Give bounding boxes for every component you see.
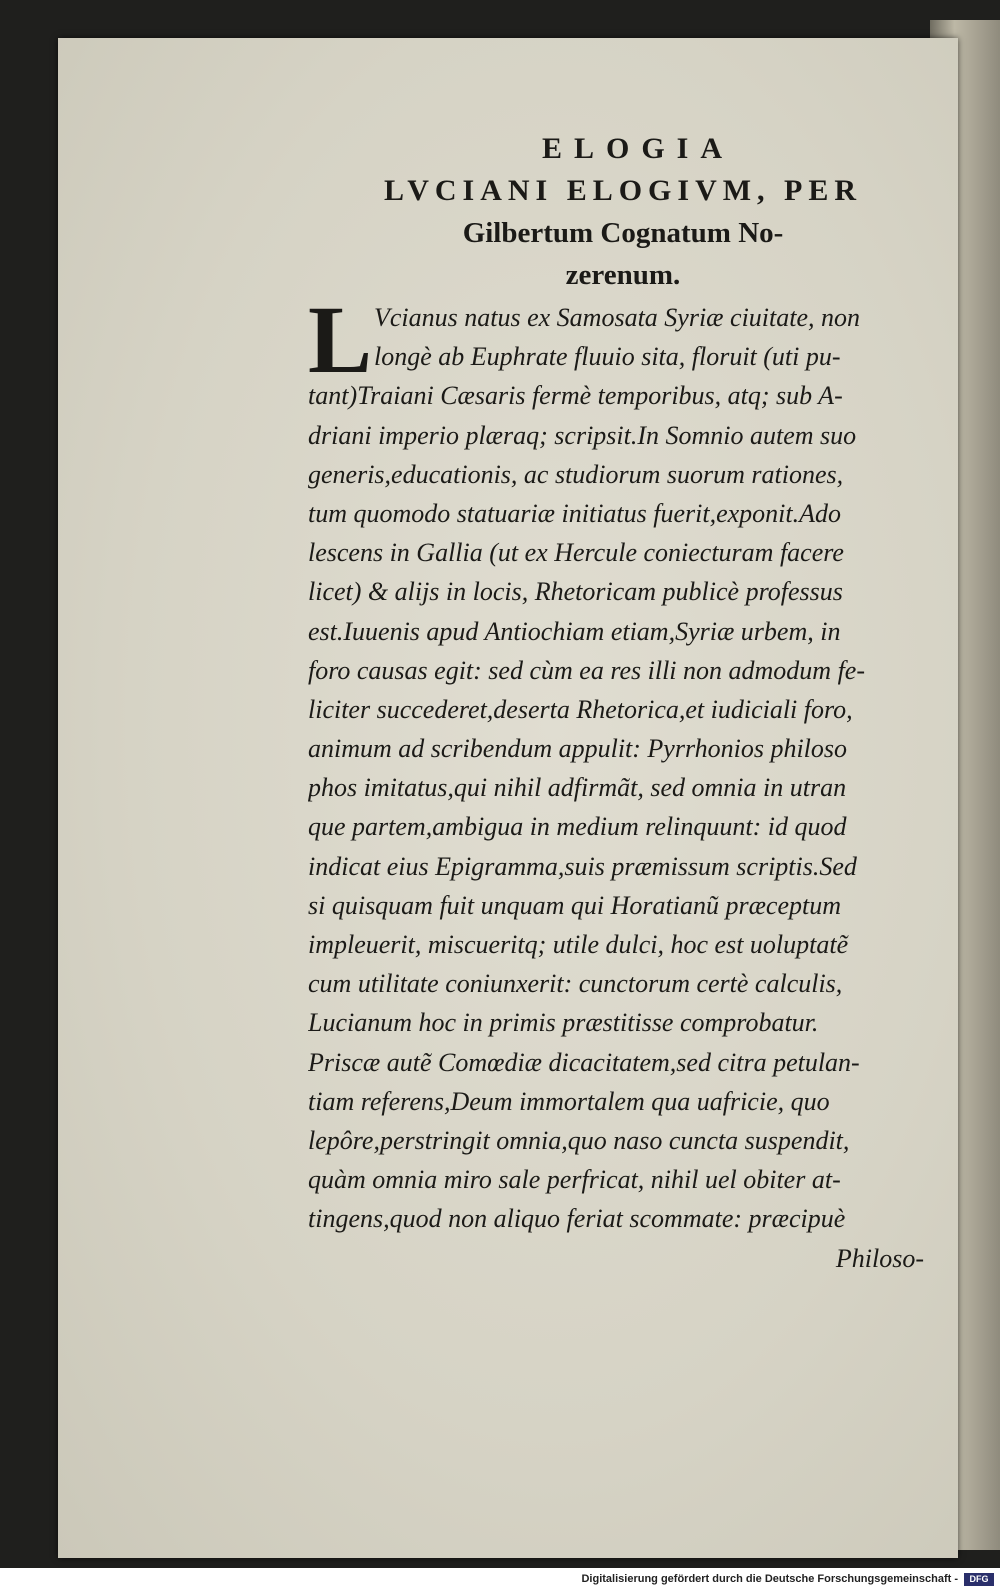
heading-line-3: zerenum. bbox=[565, 259, 681, 291]
body-line: est.Iuuenis apud Antiochiam etiam,Syriæ urbem, in bbox=[308, 616, 841, 646]
body-line: liciter succederet,deserta Rhetorica,et iudiciali foro, bbox=[308, 694, 853, 724]
body-line: quàm omnia miro sale perfricat, nihil uel obiter at- bbox=[308, 1165, 841, 1195]
catchword: Philoso- bbox=[835, 1243, 924, 1273]
body-line: impleuerit, miscueritq; utile dulci, hoc est uoluptatẽ bbox=[308, 930, 849, 959]
body-text bbox=[308, 286, 938, 1278]
body-line: foro causas egit: sed cùm ea res illi non admodum fe- bbox=[308, 655, 865, 685]
body-line: tant)Traiani Cæsaris fermè temporibus, atq; sub A- bbox=[308, 381, 843, 411]
body-line: tum quomodo statuariæ initiatus fuerit,exponit.Ado bbox=[308, 498, 841, 528]
body-line: Priscæ autẽ Comœdiæ dicacitatem,sed citra petulan- bbox=[308, 1047, 860, 1077]
body-line: indicat eius Epigramma,suis præmissum scriptis.Sed bbox=[308, 851, 857, 881]
page-text bbox=[308, 128, 938, 1278]
heading-line-2: Gilbertum Cognatum No- bbox=[462, 217, 784, 249]
body-line: Lucianum hoc in primis præstitisse comprobatur. bbox=[308, 1008, 819, 1038]
body-line: animum ad scribendum appulit: Pyrrhonios philoso bbox=[308, 734, 848, 764]
body-line: tiam referens,Deum immortalem qua uafricie, quo bbox=[308, 1086, 830, 1116]
body-line: Vcianus natus ex Samosata Syriæ ciuitate, non bbox=[374, 303, 861, 332]
body-line: si quisquam fuit unquam qui Horatianũ præceptum bbox=[308, 890, 842, 920]
body-line: lepôre,perstringit omnia,quo naso cuncta suspendit, bbox=[308, 1125, 850, 1155]
heading-line-1: LVCIANI ELOGIVM, PER bbox=[383, 174, 863, 207]
body-line: longè ab Euphrate fluuio sita, floruit (uti pu- bbox=[374, 342, 841, 372]
digitization-footer bbox=[0, 1568, 1000, 1590]
footer-credit: Digitalisierung gefördert durch die Deutsche Forschungsgemeinschaft - bbox=[581, 1573, 958, 1585]
body-line: driani imperio plæraq; scripsit.In Somnio autem suo bbox=[308, 420, 857, 450]
body-line: tingens,quod non aliquo feriat scommate: præcipuè bbox=[308, 1204, 846, 1234]
body-line: phos imitatus,qui nihil adfirmãt, sed omnia in utran bbox=[308, 773, 847, 803]
body-line: licet) & alijs in locis, Rhetoricam publicè professus bbox=[308, 577, 843, 607]
drop-cap-initial: L bbox=[308, 286, 373, 393]
dfg-logo-icon: DFG bbox=[964, 1573, 994, 1586]
body-line: que partem,ambigua in medium relinquunt: id quod bbox=[308, 812, 847, 842]
body-line: lescens in Gallia (ut ex Hercule coniecturam facere bbox=[308, 538, 844, 568]
running-head: ELOGIA bbox=[541, 132, 735, 165]
body-line: generis,educationis, ac studiorum suorum rationes, bbox=[308, 459, 844, 489]
body-line: cum utilitate coniunxerit: cunctorum certè calculis, bbox=[308, 969, 843, 999]
